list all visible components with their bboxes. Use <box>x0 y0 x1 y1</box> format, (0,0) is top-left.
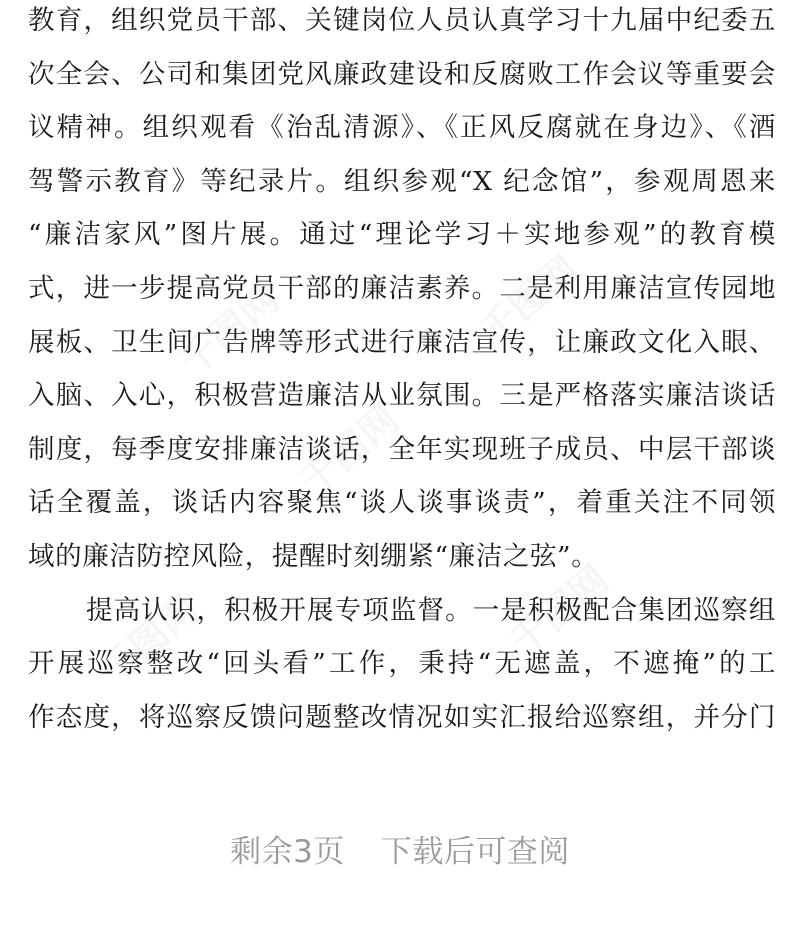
paragraph-line: 议精神。组织观看《治乱清源》、《正风反腐就在身边》、《酒 <box>28 112 776 144</box>
paragraph-line: 域的廉洁防控风险，提醒时刻绷紧“廉洁之弦”。 <box>28 540 599 572</box>
watermark: 千图网 <box>291 396 408 504</box>
paragraph-line: “廉洁家风”图片展。通过“理论学习＋实地参观”的教育模 <box>28 219 776 251</box>
paragraph-line: 式，进一步提高党员干部的廉洁素养。二是利用廉洁宣传园地 <box>28 272 776 304</box>
paragraph-line: 入脑、入心，积极营造廉洁从业氛围。三是严格落实廉洁谈话 <box>28 380 776 412</box>
watermark: 千图网 <box>91 586 208 694</box>
remaining-pages-label: 剩余3页 <box>230 834 345 870</box>
paragraph-line: 教育，组织党员干部、关键岗位人员认真学习十九届中纪委五 <box>28 5 776 36</box>
download-to-view-label: 下载后可查阅 <box>380 834 570 870</box>
watermark: 千图网 <box>171 276 288 384</box>
download-prompt[interactable] <box>0 826 800 871</box>
paragraph-line: 驾警示教育》等纪录片。组织参观“X 纪念馆”，参观周恩来 <box>28 165 776 197</box>
paragraph-line: 次全会、公司和集团党风廉政建设和反腐败工作会议等重要会 <box>28 58 776 90</box>
paragraph-line: 话全覆盖，谈话内容聚焦“谈人谈事谈责”，着重关注不同领 <box>28 487 776 519</box>
paragraph-line: 展板、卫生间广告牌等形式进行廉洁宣传，让廉政文化入眼、 <box>28 326 776 358</box>
paragraph-line: 作态度，将巡察反馈问题整改情况如实汇报给巡察组，并分门 <box>28 701 776 733</box>
document-body <box>28 0 776 744</box>
paragraph-line: 提高认识，积极开展专项监督。一是积极配合集团巡察组 <box>86 594 776 626</box>
watermark: 千图网 <box>471 246 588 354</box>
paragraph-line: 制度，每季度安排廉洁谈话，全年实现班子成员、中层干部谈 <box>28 433 776 465</box>
watermark: 千图网 <box>501 556 618 664</box>
paragraph-line: 开展巡察整改“回头看”工作，秉持“无遮盖，不遮掩”的工 <box>28 648 776 680</box>
